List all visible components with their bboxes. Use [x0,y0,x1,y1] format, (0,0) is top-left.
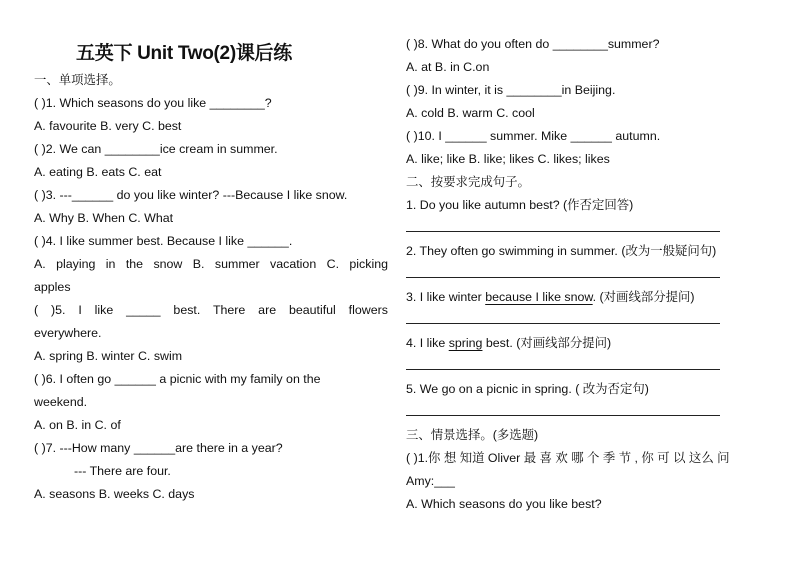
sentence-3-underlined: because I like snow [485,290,593,304]
sentence-4-text: 4. I like [406,336,449,350]
question-6-cont: weekend. [34,395,88,409]
question-8: ( )8. What do you often do ________summer? [406,37,660,51]
q5-word: best. [173,303,201,317]
answer-line-4 [406,369,720,370]
section-three-heading: 三、情景选择。(多选题) [406,428,539,442]
question-9: ( )9. In winter, it is ________in Beijing. [406,83,616,97]
scenario-1-option-a: A. Which seasons do you like best? [406,497,602,511]
option-a: A. playing in the snow [34,257,183,271]
sentence-1: 1. Do you like autumn best? (作否定回答) [406,198,634,212]
question-1: ( )1. Which seasons do you like ________? [34,96,272,110]
question-6: ( )6. I often go ______ a picnic with my family on the [34,372,321,386]
q5-number: )5. [51,303,66,317]
question-6-options: A. on B. in C. of [34,418,121,432]
sentence-3 [406,289,695,305]
scenario-1: ( )1.你 想 知道 Oliver 最 喜 欢 哪 个 季 节 , 你 可 以 这么 问 [406,451,730,465]
question-7-options: A. seasons B. weeks C. days [34,487,195,501]
question-7: ( )7. ---How many ______are there in a year? [34,441,283,455]
q5-word: beautiful [288,303,336,317]
question-9-options: A. cold B. warm C. cool [406,106,535,120]
sentence-3-text: 3. I like winter [406,290,486,304]
q5-blank: _____ [126,303,161,317]
page-title: 五英下 Unit Two(2)课后练 [76,43,292,64]
question-4-options-cont: apples [34,280,71,294]
question-4: ( )4. I like summer best. Because I like ______. [34,234,293,248]
answer-line-3 [406,323,720,324]
question-5 [34,302,388,318]
answer-line-2 [406,277,720,278]
option-c: C. picking [326,257,388,271]
question-7-answer: --- There are four. [74,464,171,478]
q5-bracket-open: ( [34,303,39,317]
option-b: B. summer vacation [192,257,317,271]
sentence-4-instruction: best. (对画线部分提问) [482,336,612,350]
sentence-5: 5. We go on a picnic in spring. ( 改为否定句) [406,382,649,396]
q5-word: like [94,303,114,317]
question-1-options: A. favourite B. very C. best [34,119,182,133]
question-5-options: A. spring B. winter C. swim [34,349,183,363]
scenario-1-amy: Amy:___ [406,474,455,488]
answer-line-5 [406,415,720,416]
q5-word: flowers [348,303,388,317]
question-5-cont: everywhere. [34,326,102,340]
question-10-options: A. like; like B. like; likes C. likes; likes [406,152,610,166]
question-3-options: A. Why B. When C. What [34,211,174,225]
section-one-heading: 一、单项选择。 [34,73,121,87]
section-two-heading: 二、按要求完成句子。 [406,175,530,189]
sentence-3-instruction: . (对画线部分提问) [592,290,695,304]
q5-word: are [258,303,277,317]
q5-word: There [212,303,246,317]
question-3: ( )3. ---______ do you like winter? ---Because I like snow. [34,188,348,202]
sentence-4-underlined: spring [448,336,483,350]
question-8-options: A. at B. in C.on [406,60,490,74]
question-2: ( )2. We can ________ice cream in summer. [34,142,278,156]
sentence-2: 2. They often go swimming in summer. (改为一般疑问句) [406,244,717,258]
answer-line-1 [406,231,720,232]
sentence-4 [406,335,611,351]
q5-word: I [78,303,82,317]
question-4-options [34,256,388,272]
question-10: ( )10. I ______ summer. Mike ______ autumn. [406,129,661,143]
question-2-options: A. eating B. eats C. eat [34,165,162,179]
